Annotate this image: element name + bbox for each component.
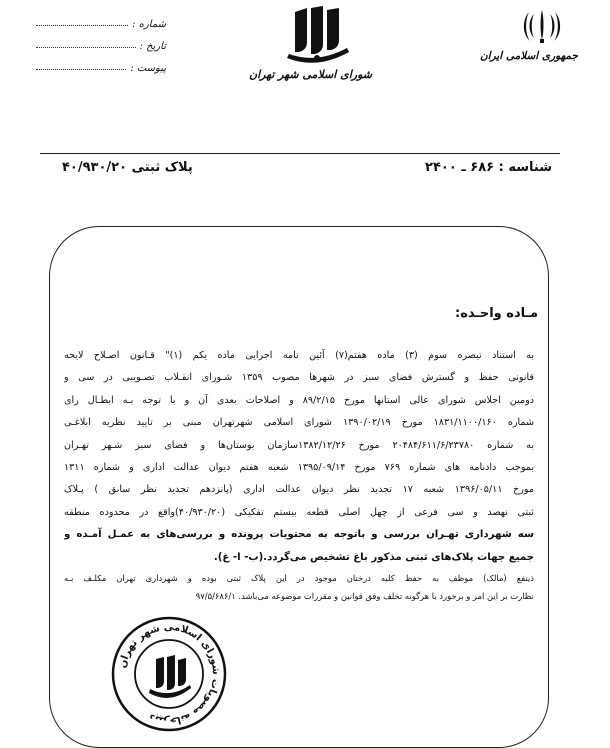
meta-date-dots [36,46,136,48]
registry-plak: پلاک ثبتی ۴۰/۹۳۰/۲۰ [62,160,193,175]
council-seal [110,615,228,733]
meta-number-label: شماره : [132,19,166,30]
meta-number-dots [36,24,128,26]
iran-emblem [479,6,578,68]
body-line: قانونی حفظ و گسترش فضای سبز در شهرها مصوب ۱۳۵۹ شـورای انقـلاب تصـویبی در سی و [64,372,534,384]
body-line: به استناد تبصره سوم (۳) ماده هفتم(۷) آئین نامه اجرایی ماده یکم (۱)" قـانون اصـلاح لایحه [64,350,534,361]
letter-meta [36,8,166,74]
body-line: مورخ ۱۳۹۶/۰۵/۱۱ شعبه ۱۷ تجدید نظر دیوان عدالت اداری (پانزدهم تجدید نظر سابق ) پـلاک [64,484,534,496]
header-divider [40,153,560,154]
body-small-line: نظارت بر این امر و برخورد با هرگونه تخلف وفق قوانین و مقررات موضوعه می‌باشد. ۹۷/۵/۶۸۶/۱ [195,591,534,602]
council-logo [249,4,372,96]
seal-text: دبیرخانه مصوبات شورای اسلامی شهر تهران [117,621,222,727]
meta-attachment-label: پیوست : [130,63,166,74]
body-line: بموجب دادنامه های شماره ۷۶۹ مورخ ۱۳۹۵/۰۹/۱۴ شعبه هفتم دیوان عدالت اداری و شماره ۱۳۱۱ [64,462,534,474]
council-seal-icon [110,615,228,733]
emblem-caption: جمهوری اسلامی ایران [479,50,578,62]
decree-body [64,345,534,605]
meta-attachment-dots [36,68,126,70]
section-heading: مـاده واحـده: [455,306,538,321]
iran-emblem-icon [520,6,564,46]
decree-id: شناسه : ۶۸۶ ـ ۲۴۰۰ [425,160,552,175]
body-line: شماره ۱۸۳۱/۱۱۰۰/۱۶۰ مورخ ۱۳۹۰/۰۲/۱۹ شورای اسلامی شهرتهران مبنی بر تایید نظریه ابلاغـی [64,417,534,429]
meta-number-row [36,8,166,30]
body-line: دومین اجلاس شورای عالی استانها مورخ ۸۹/۲/۱۵ و اصلاحات بعدی آن و با توجه بـه ابطـال رای [64,394,534,406]
body-bold-line: جمیع جهات پلاک‌های ثبتی مذکور باغ تشخیص می‌گردد.(ب- ا- غ). [213,551,534,563]
body-bold-line: سه شهرداری تهـران بررسی و باتوجه به محتویات پرونده و بررسی‌های به عمـل آمـده و [64,529,534,541]
body-line: ثبتی نهصد و سی فرعی از چهل اصلی قطعه بیستم تفکیکی (۴۰/۹۳۰/۲۰)واقع در محدوده منطقه [64,506,534,518]
meta-date-row [36,30,166,52]
body-small-line: ذینفع (مالک) موظف به حفظ کلیه درختان موجود در این پلاک ثبتی بوده و شهرداری تهران مکلـف بـه [64,573,534,584]
meta-date-label: تاریخ : [139,41,166,52]
council-name: شورای اسلامی شهر تهران [249,68,372,81]
body-line: به شماره ۲۰۴۸۴/۶۱۱/۶/۲۳۷۸۰ مورخ ۱۳۸۲/۱۲/۲۶سازمان بوستان‌ها و فضای سبز شـهر تهـران [64,439,534,451]
council-logo-icon [277,4,357,66]
meta-attachment-row [36,52,166,74]
